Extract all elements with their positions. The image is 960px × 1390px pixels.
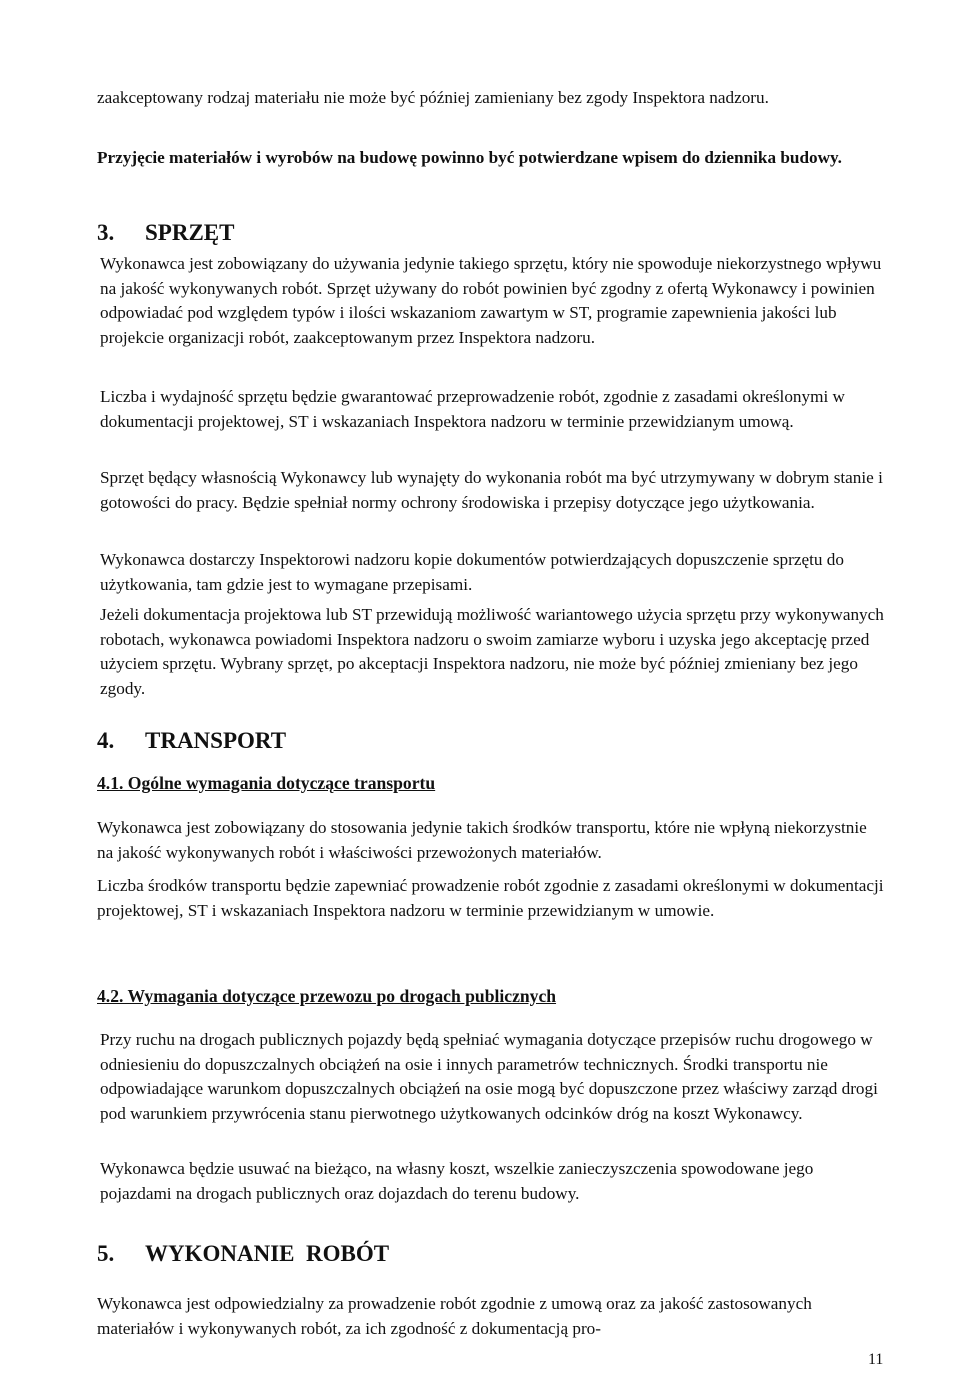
section-3-title: SPRZĘT	[145, 220, 235, 245]
section-5-number: 5.	[97, 1241, 115, 1266]
section-4-heading	[97, 727, 286, 755]
section-3-paragraph-5: Jeżeli dokumentacja projektowa lub ST przewidują możliwość wariantowego użycia sprzętu przy wykonywanych robotach, wykonawca powiadomi Inspektora nadzoru o swoim zamiarze wyboru i uzyska jego akceptację przed użyciem sprzętu. Wybrany sprzęt, po akceptacji Inspektora nadzoru, nie może być później zmieniany bez jego zgody.	[100, 605, 884, 698]
subsection-4-2-paragraph-2: Wykonawca będzie usuwać na bieżąco, na własny koszt, wszelkie zanieczyszczenia spowodowane jego pojazdami na drogach publicznych oraz dojazdach do terenu budowy.	[100, 1159, 814, 1203]
subsection-4-2-heading: 4.2. Wymagania dotyczące przewozu po drogach publicznych	[97, 986, 557, 1006]
section-3-paragraph-2: Liczba i wydajność sprzętu będzie gwarantować przeprowadzenie robót, zgodnie z zasadami określonymi w dokumentacji projektowej, ST i wskazaniach Inspektora nadzoru w terminie przewidzianym umową.	[100, 387, 845, 431]
subsection-4-1-heading: 4.1. Ogólne wymagania dotyczące transportu	[97, 773, 436, 793]
section-5-title: WYKONANIE ROBÓT	[145, 1241, 390, 1266]
section-3-paragraph-1: Wykonawca jest zobowiązany do używania jedynie takiego sprzętu, który nie spowoduje niekorzystnego wpływu na jakość wykonywanych robót. Sprzęt używany do robót powinien być zgodny z ofertą Wykonawcy i powinien odpowiadać pod względem typów i ilości wskazaniom zawartym w ST, programie zapewnienia jakości lub projekcie organizacji robót, zaakceptowanym przez Inspektora nadzoru.	[100, 254, 882, 347]
section-3-number: 3.	[97, 220, 115, 245]
section-3-paragraph-4: Wykonawca dostarczy Inspektorowi nadzoru kopie dokumentów potwierdzających dopuszczenie sprzętu do użytkowania, tam gdzie jest to wymagane przepisami.	[100, 550, 844, 594]
section-4-title: TRANSPORT	[145, 728, 287, 753]
section-5-heading	[97, 1240, 389, 1268]
section-3-heading	[97, 219, 234, 247]
subsection-4-1-paragraph-1: Wykonawca jest zobowiązany do stosowania jedynie takich środków transportu, które nie wpłyną niekorzystnie na jakość wykonywanych robót i właściwości przewożonych materiałów.	[97, 818, 867, 862]
subsection-4-2-paragraph-1: Przy ruchu na drogach publicznych pojazdy będą spełniać wymagania dotyczące przepisów ruchu drogowego w odniesieniu do dopuszczalnych obciążeń na osie i innych parametrów technicznych. Środki transportu nie odpowiadające warunkom dopuszczalnych obciążeń na osie mogą być dopuszczone przez właściwy zarząd drogi pod warunkiem przywrócenia stanu pierwotnego użytkowanych odcinków dróg na koszt Wykonawcy.	[100, 1030, 878, 1123]
section-5-paragraph-1: Wykonawca jest odpowiedzialny za prowadzenie robót zgodnie z umową oraz za jakość zastosowanych materiałów i wykonywanych robót, za ich zgodność z dokumentacją pro-	[97, 1294, 812, 1338]
section-4-number: 4.	[97, 728, 115, 753]
paragraph-acceptance-note: Przyjęcie materiałów i wyrobów na budowę powinno być potwierdzane wpisem do dziennika budowy.	[97, 148, 842, 167]
paragraph-material-change: zaakceptowany rodzaj materiału nie może być później zamieniany bez zgody Inspektora nadzoru.	[97, 88, 769, 107]
subsection-4-1-paragraph-2: Liczba środków transportu będzie zapewniać prowadzenie robót zgodnie z zasadami określonymi w dokumentacji projektowej, ST i wskazaniach Inspektora nadzoru w terminie przewidzianym w umowie.	[97, 876, 884, 920]
section-3-paragraph-3: Sprzęt będący własnością Wykonawcy lub wynajęty do wykonania robót ma być utrzymywany w dobrym stanie i gotowości do pracy. Będzie spełniał normy ochrony środowiska i przepisy dotyczące jego użytkowania.	[100, 468, 883, 512]
page-number: 11	[868, 1351, 884, 1368]
